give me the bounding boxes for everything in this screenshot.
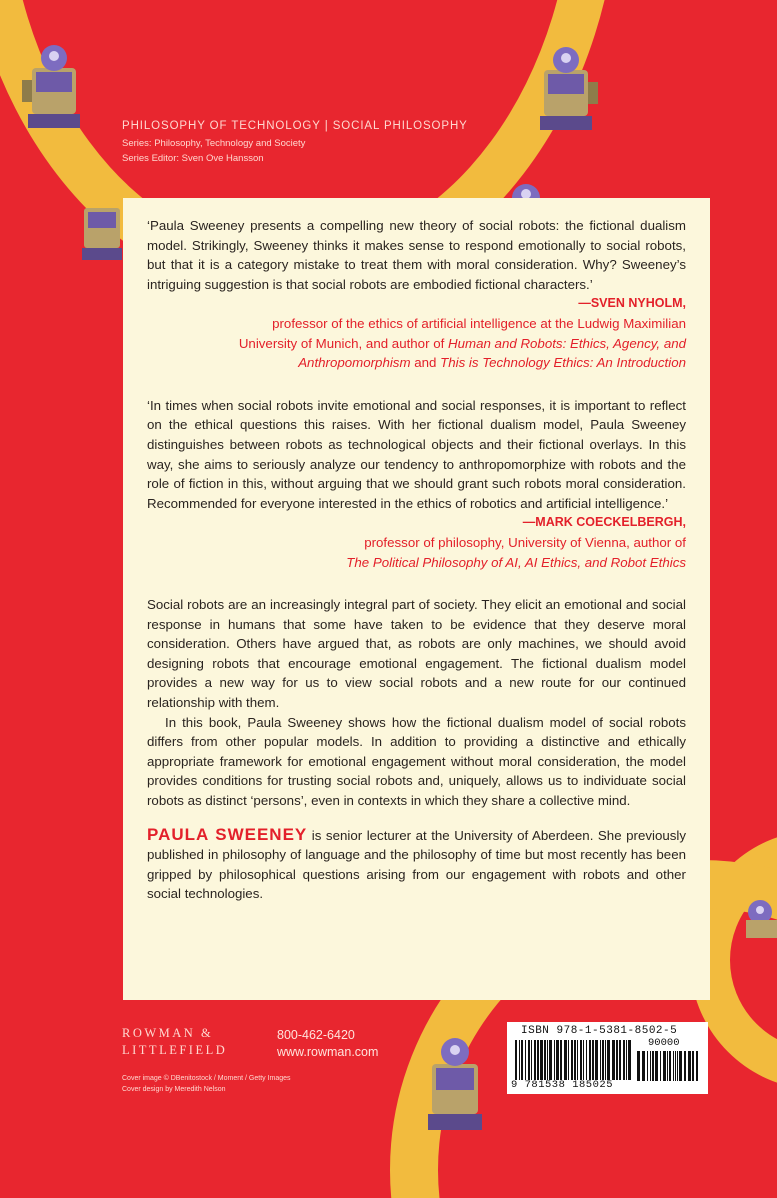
isbn-barcode <box>507 1022 708 1094</box>
publisher-logo: ROWMAN & LITTLEFIELD <box>122 1026 228 1057</box>
cover-credits: Cover image © DBenitostock / Moment / Getty Images Cover design by Meredith Nelson <box>122 1075 291 1093</box>
text-panel <box>123 198 710 1000</box>
series-editor: Series Editor: Sven Ove Hansson <box>122 153 264 164</box>
description-paragraph: In this book, Paula Sweeney shows how the fictional dualism model of social robots differs from other popular models. In addition to providing a distinctive and ethically appropriate framework for emotional engagement without moral consideration, the model provides conditions for trusting social robots and, uniquely, allows us to individuate social robots as distinct ‘persons’, even in contexts in which they share a collective mind. <box>147 714 686 809</box>
endorsement-quote: ‘Paula Sweeney presents a compelling new theory of social robots: the fictional dualism model. Strikingly, Sweeney thinks it makes sense to respond emotionally to social robots, but that it is a category mistake to treat them with moral consideration. Why? Sweeney’s intriguing suggestion is that social robots are embodied fictional characters.’ <box>147 218 686 292</box>
robot-icon <box>80 198 124 268</box>
description-paragraph: Social robots are an increasingly integral part of society. They elicit an emotional and social response in humans that some have taken to be evidence that they deserve moral consideration. Others have argued that, as robots are only machines, we should avoid designing robots that encourage emotional engagement. The fictional dualism model provides a new way for us to view social robots and a new route for our continued relationship with them. <box>147 597 686 711</box>
barcode-bars <box>515 1040 633 1080</box>
barcode-digits: 9 781538 185025 <box>511 1079 614 1091</box>
barcode-addon-bars <box>637 1051 701 1081</box>
author-bio: PAULA SWEENEY is senior lecturer at the University of Aberdeen. She previously published in philosophy of language and the philosophy of time but most recently has been gripped by philosophical questions arising from our engagement with robots and other social technologies. <box>147 824 686 902</box>
publisher-website: www.rowman.com <box>277 1045 379 1059</box>
isbn-number: ISBN 978-1-5381-8502-5 <box>521 1025 678 1037</box>
barcode-addon: 90000 <box>648 1037 680 1049</box>
series-info <box>122 120 468 166</box>
publisher-contact <box>277 1027 378 1061</box>
endorser-affiliation: professor of the ethics of artificial intelligence at the Ludwig Maximilian University of Munich, and author of Human and Robots: Ethics, Agency, and Anthropomorphism and This is Technology Ethics: An Introduction <box>238 315 686 371</box>
series-name: Series: Philosophy, Technology and Society <box>122 138 306 149</box>
robot-icon <box>530 40 600 140</box>
publisher-phone: 800-462-6420 <box>277 1028 355 1042</box>
author-name: PAULA SWEENEY <box>147 824 308 844</box>
series-category: PHILOSOPHY OF TECHNOLOGY | SOCIAL PHILOSOPHY <box>122 120 468 132</box>
endorser-name: —SVEN NYHOLM, <box>578 296 686 311</box>
endorser-name: —MARK COECKELBERGH, <box>522 515 686 530</box>
robot-icon <box>18 38 88 138</box>
robot-icon <box>738 890 777 940</box>
endorsement-quote: ‘In times when social robots invite emotional and social responses, it is important to reflect on the ethical questions this raises. With her fictional dualism model, Paula Sweeney distinguishes between robots as technological objects and their fictional overlays. In this way, she aims to seriously analyze our tendency to anthropomorphize with robots and the role of fiction in this, without arguing that we should grant such robots moral consideration. Recommended for everyone interested in the ethics of robotics and artificial intelligence.’ <box>147 397 686 511</box>
endorser-affiliation: professor of philosophy, University of Vienna, author of The Political Philosophy of AI, AI Ethics, and Robot Ethics <box>346 534 686 570</box>
robot-icon <box>420 1030 490 1140</box>
